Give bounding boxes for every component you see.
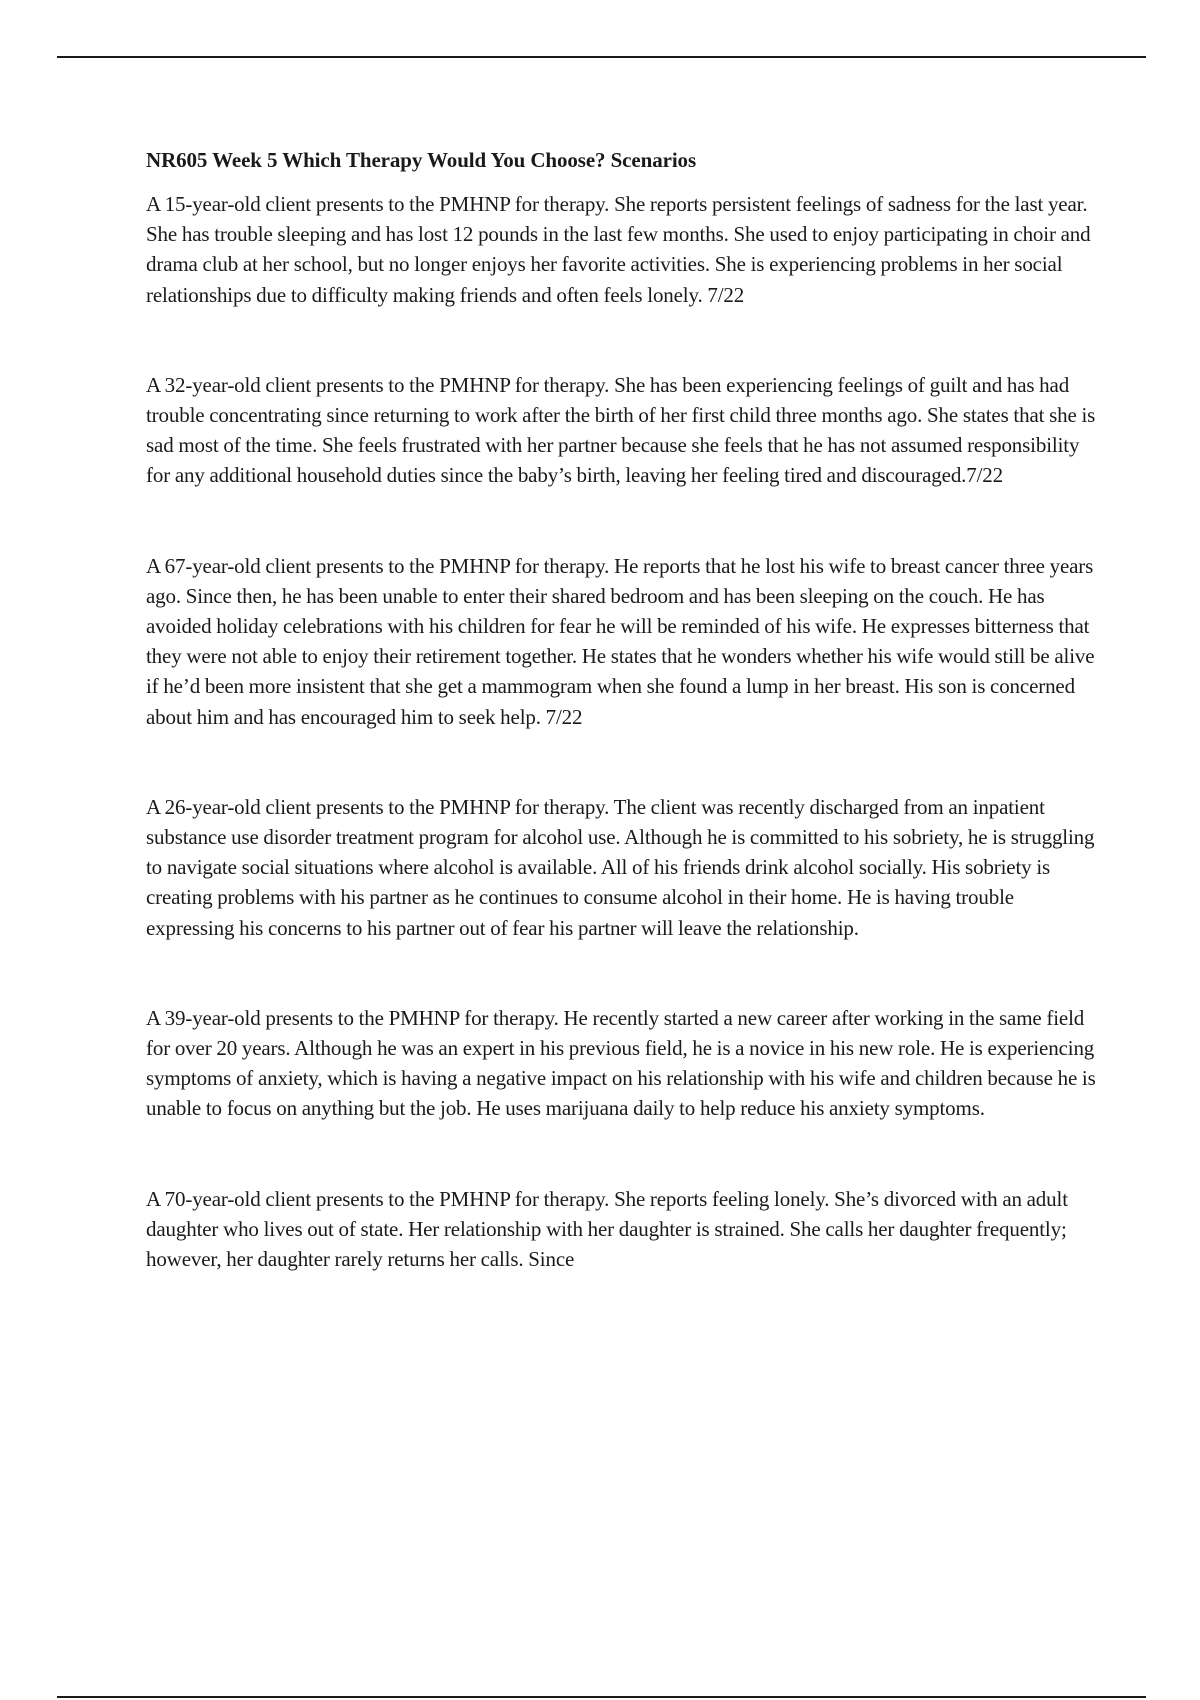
scenario-paragraph-3: A 67-year-old client presents to the PMHNP for therapy. He reports that he lost his wife to breast cancer three years ago. Since then, he has been unable to enter their shared bedroom and has been sleeping on the couch. He has avoided holiday celebrations with his children for fear he will be reminded of his wife. He expresses bitterness that they were not able to enjoy their retirement together. He states that he wonders whether his wife would still be alive if he’d been more insistent that she get a mammogram when she found a lump in her breast. His son is concerned about him and has encouraged him to seek help. 7/22 xyxy=(146,553,1095,729)
scenario-paragraph-6: A 70-year-old client presents to the PMHNP for therapy. She reports feeling lonely. She’s divorced with an adult daughter who lives out of state. Her relationship with her daughter is strained. She calls her daughter frequently; however, her daughter rarely returns her calls. Since xyxy=(146,1186,1068,1272)
footer-rule xyxy=(57,1696,1146,1698)
document-title: NR605 Week 5 Which Therapy Would You Choose? Scenarios xyxy=(146,148,697,172)
document-body xyxy=(146,145,1096,1274)
scenario-paragraph-2: A 32-year-old client presents to the PMHNP for therapy. She has been experiencing feelings of guilt and has had trouble concentrating since returning to work after the birth of her first child three months ago. She states that she is sad most of the time. She feels frustrated with her partner because she feels that he has not assumed responsibility for any additional household duties since the baby’s birth, leaving her feeling tired and discouraged.7/22 xyxy=(146,372,1096,488)
scenario-paragraph-4: A 26-year-old client presents to the PMHNP for therapy. The client was recently discharged from an inpatient substance use disorder treatment program for alcohol use. Although he is committed to his sobriety, he is struggling to navigate social situations where alcohol is available. All of his friends drink alcohol socially. His sobriety is creating problems with his partner as he continues to consume alcohol in their home. He is having trouble expressing his concerns to his partner out of fear his partner will leave the relationship. xyxy=(146,794,1095,940)
scenario-paragraph-1: A 15-year-old client presents to the PMHNP for therapy. She reports persistent feelings of sadness for the last year. She has trouble sleeping and has lost 12 pounds in the last few months. She used to enjoy participating in choir and drama club at her school, but no longer enjoys her favorite activities. She is experiencing problems in her social relationships due to difficulty making friends and often feels lonely. 7/22 xyxy=(146,192,1091,307)
header-rule xyxy=(57,56,1146,58)
scenario-paragraph-5: A 39-year-old presents to the PMHNP for therapy. He recently started a new career after working in the same field for over 20 years. Although he was an expert in his previous field, he is a novice in his new role. He is experiencing symptoms of anxiety, which is having a negative impact on his relationship with his wife and children because he is unable to focus on anything but the job. He uses marijuana daily to help reduce his anxiety symptoms. xyxy=(146,1005,1096,1121)
